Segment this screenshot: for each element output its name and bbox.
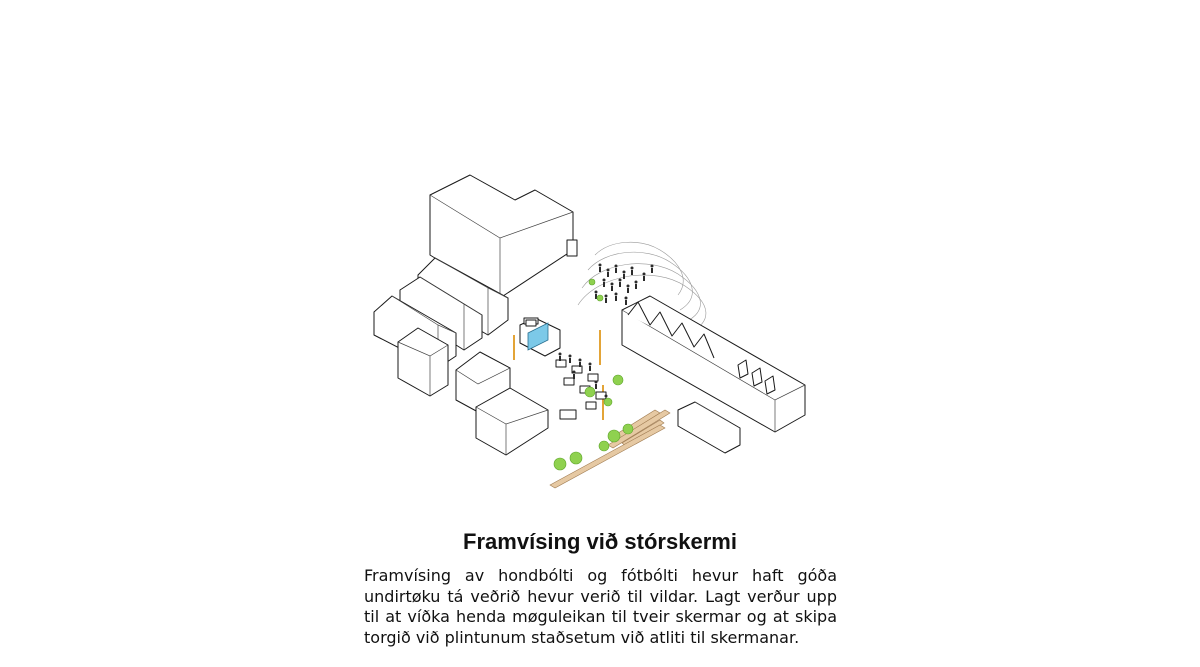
isometric-square-illustration	[360, 170, 820, 500]
caption-body: Framvísing av hondbólti og fótbólti hevur haft góða undirtøku tá veðrið hevur verið til vildar. Lagt verður upp til at víðka henda møguleikan til tveir skermar og at skipa torgið við plintunum staðsetum við atliti til skermanar.	[364, 566, 837, 647]
caption-title: Framvísing við stórskermi	[463, 529, 737, 554]
corner-buildings	[398, 328, 548, 455]
boardwalk	[550, 410, 670, 488]
